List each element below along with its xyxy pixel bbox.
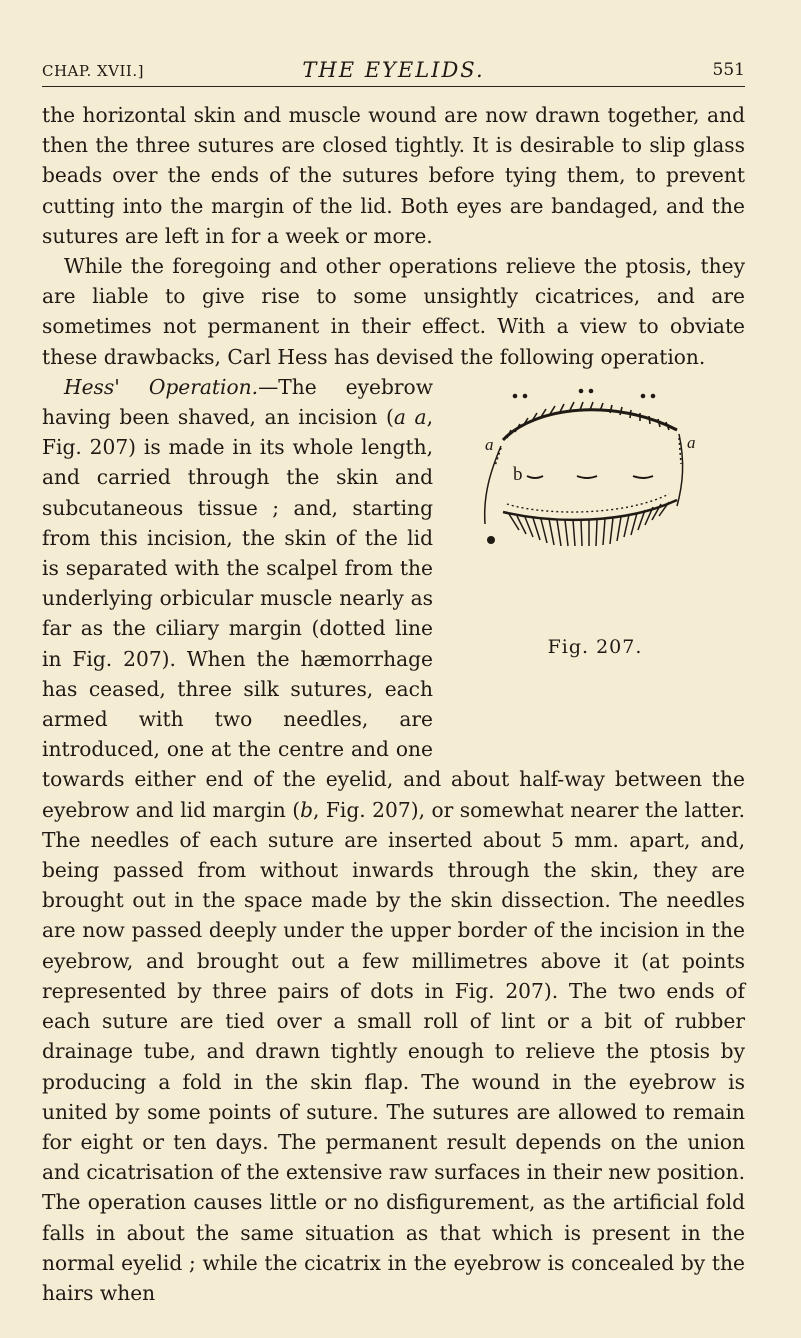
paragraph-3-part-c: , Fig. 207), or somewhat nearer the latter. The needles of each suture are inserted about 5 mm. apart, and, being passed from without inwards through the skin, they are brought out in the space made by the skin dissection. The needles are now passed deeply under the upper border of the incision in the eyebrow, and brought out a few millimetres above it (at points represented by three pairs of dots in Fig. 207). The two ends of each suture are tied over a small roll of lint or a bit of rubber drainage tube, and drawn tightly enough to relieve the ptosis by producing a fold in the skin flap. The wound in the eyebrow is united by some points of suture. The sutures are allowed to remain for eight or ten days. The permanent result depends on the union and cicatrisation of the extensive raw surfaces in their new position. The operation causes little or no disfigurement, as the artificial fold falls in about the same situation as that which is present in the normal eyelid ; while the cicatrix in the eyebrow is concealed by the hairs when bbox=[42, 797, 745, 1305]
suture-dots bbox=[513, 389, 656, 399]
dissection-line bbox=[507, 494, 669, 512]
figure-207 bbox=[445, 374, 745, 764]
suture-marks bbox=[527, 476, 653, 478]
label-b: b bbox=[513, 463, 523, 485]
header-rule bbox=[42, 86, 745, 87]
paragraph-3-ref-b: b bbox=[300, 797, 314, 822]
figure-caption: Fig. 207. bbox=[547, 635, 643, 658]
eyelid-illustration bbox=[445, 374, 745, 624]
paragraph-2: While the foregoing and other operations relieve the ptosis, they are liable to give rise to some unsightly cicatrices, and are sometimes not permanent in their effect. With a view to obviate these drawbacks, Carl Hess has devised the following operation. bbox=[42, 254, 745, 369]
paragraph-1: the horizontal skin and muscle wound are now drawn together, and then the three sutures are closed tightly. It is desirable to slip glass beads over the ends of the sutures before tying them, to prevent cutting into the margin of the lid. Both eyes are bandaged, and the sutures are left in for a week or more. bbox=[42, 103, 745, 248]
paragraph-3-part-b: , Fig. 207) is made in its whole length, and carried through the skin and subcutaneous tissue ; and, starting from this incision, the skin of the lid is separated with the scalpel from the underlying orbicular muscle nearly as far as the ciliary margin (dotted line in Fig. 207). When the hæmorrhage has ceased, three silk sutures, each armed with two needles, are introduced, one at the centre and one towards either end of the eyelid, and about half-way between the eyebrow and lid margin ( bbox=[42, 405, 745, 822]
chapter-label: CHAP. XVII.] bbox=[42, 62, 144, 80]
paragraph-3-ref-aa: a a bbox=[393, 405, 427, 430]
label-a-right: a bbox=[687, 432, 696, 452]
section-title: Hess' Operation. bbox=[64, 374, 259, 399]
page-title: THE EYELIDS. bbox=[302, 58, 485, 82]
page-number: 551 bbox=[712, 60, 745, 80]
eyebrow bbox=[503, 402, 677, 440]
body-text bbox=[42, 100, 745, 1308]
eyelashes bbox=[503, 500, 677, 546]
corner-dot bbox=[487, 536, 495, 544]
label-a-left: a bbox=[485, 434, 494, 454]
paragraph-3-part-a: —The eyebrow having been shaved, an incision ( bbox=[42, 374, 433, 430]
